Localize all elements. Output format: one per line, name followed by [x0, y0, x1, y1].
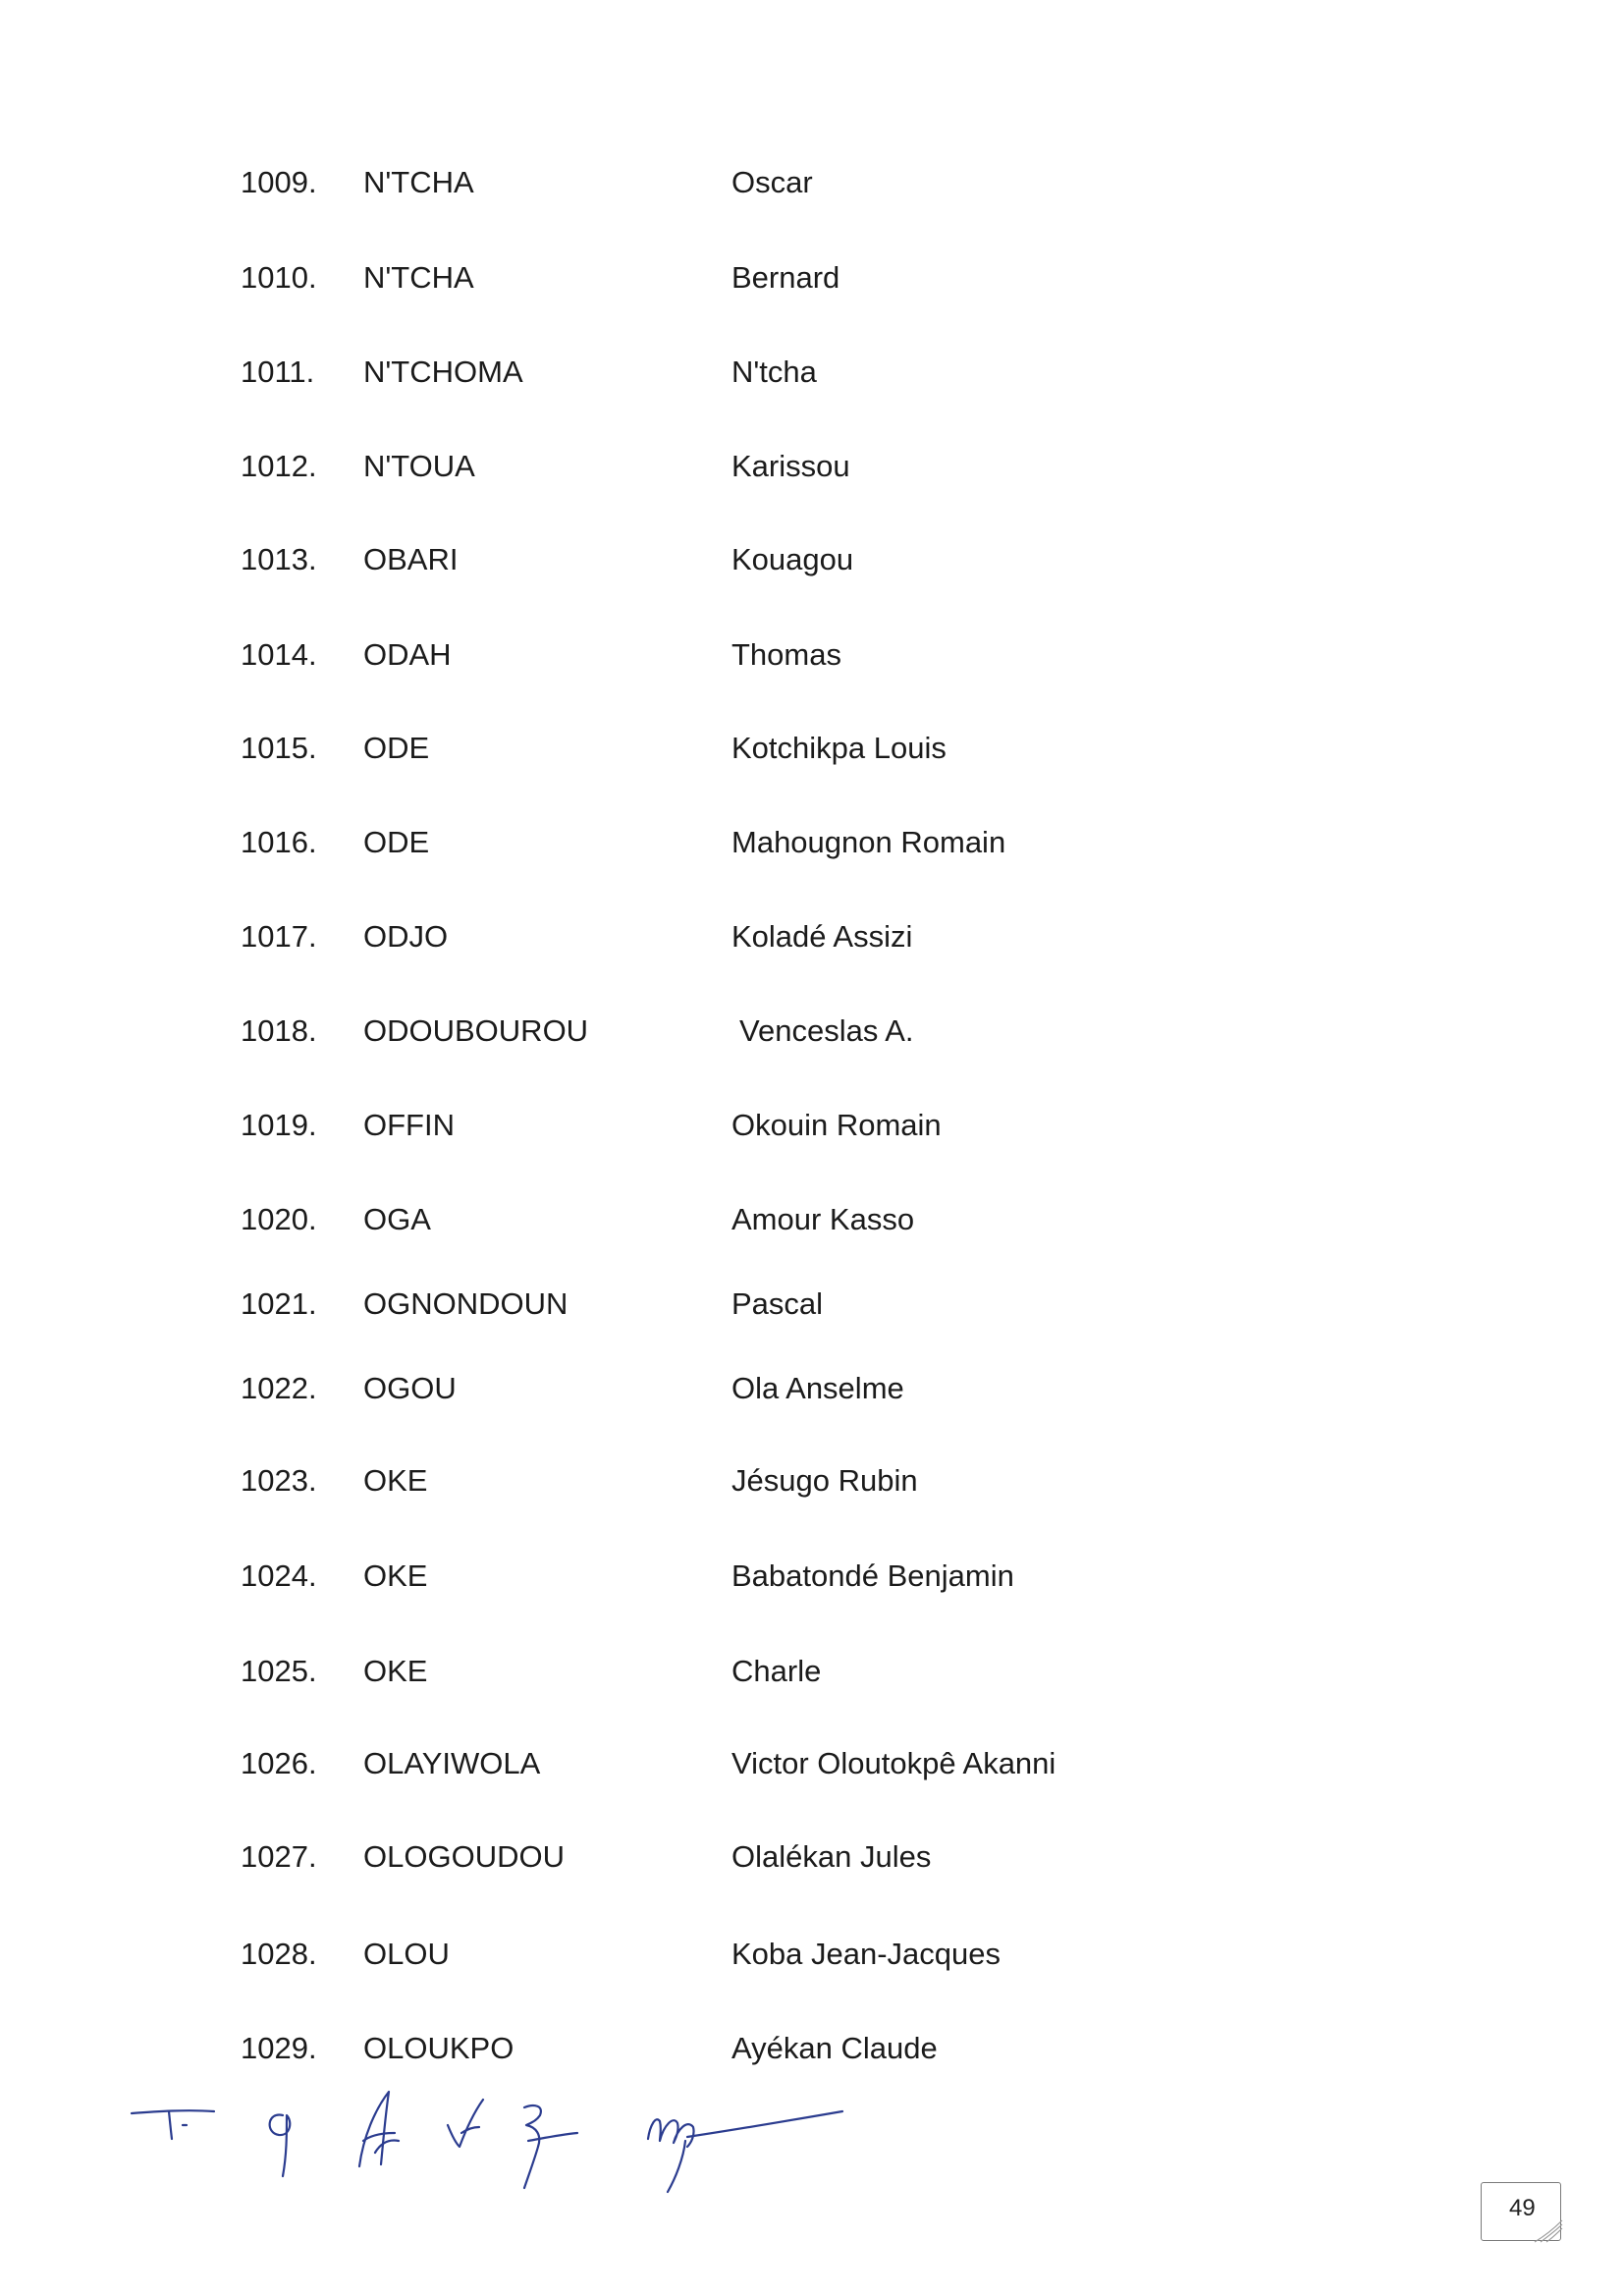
- list-item: [0, 1744, 1624, 1803]
- list-item: [0, 1011, 1624, 1070]
- entry-given-names: Kotchikpa Louis: [731, 731, 947, 765]
- list-item: [0, 1557, 1624, 1615]
- entry-number: 1016.: [241, 825, 317, 859]
- entry-number: 1010.: [241, 260, 317, 295]
- list-item: [0, 823, 1624, 882]
- entry-surname: OLOUKPO: [363, 2031, 514, 2065]
- entry-number: 1022.: [241, 1371, 317, 1405]
- entry-given-names: Olalékan Jules: [731, 1839, 932, 1874]
- entry-given-names: Charle: [731, 1654, 822, 1688]
- entry-given-names: Pascal: [731, 1286, 824, 1321]
- entry-given-names: Mahougnon Romain: [731, 825, 1006, 859]
- list-item: [0, 258, 1624, 317]
- entry-given-names: Babatondé Benjamin: [731, 1558, 1014, 1593]
- entry-number: 1029.: [241, 2031, 317, 2065]
- entry-given-names: Ola Anselme: [731, 1371, 904, 1405]
- entry-number: 1028.: [241, 1937, 317, 1971]
- entry-surname: N'TOUA: [363, 449, 475, 483]
- list-item: [0, 163, 1624, 222]
- entry-number: 1027.: [241, 1839, 317, 1874]
- list-item: [0, 729, 1624, 788]
- page-curl-icon: [1531, 2218, 1564, 2244]
- list-item: [0, 1652, 1624, 1711]
- entry-surname: ODAH: [363, 637, 452, 672]
- entry-number: 1024.: [241, 1558, 317, 1593]
- entry-surname: ODE: [363, 825, 430, 859]
- entry-number: 1023.: [241, 1463, 317, 1498]
- entry-surname: N'TCHOMA: [363, 355, 523, 389]
- entry-surname: OGOU: [363, 1371, 457, 1405]
- list-item: [0, 1106, 1624, 1165]
- entry-number: 1018.: [241, 1013, 317, 1048]
- list-item: [0, 353, 1624, 411]
- entry-surname: ODE: [363, 731, 430, 765]
- entry-given-names: Kouagou: [731, 542, 854, 576]
- entry-surname: OLOU: [363, 1937, 450, 1971]
- entry-given-names: Karissou: [731, 449, 850, 483]
- list-item: [0, 1935, 1624, 1994]
- entry-surname: OKE: [363, 1463, 428, 1498]
- entry-surname: ODJO: [363, 919, 449, 954]
- entry-given-names: Amour Kasso: [731, 1202, 915, 1236]
- entry-number: 1013.: [241, 542, 317, 576]
- list-item: [0, 1285, 1624, 1343]
- entry-number: 1020.: [241, 1202, 317, 1236]
- entry-surname: OKE: [363, 1558, 428, 1593]
- entry-surname: OKE: [363, 1654, 428, 1688]
- entry-given-names: Okouin Romain: [731, 1108, 942, 1142]
- entry-given-names: N'tcha: [731, 355, 817, 389]
- entry-given-names: Venceslas A.: [739, 1013, 914, 1048]
- entry-given-names: Koladé Assizi: [731, 919, 913, 954]
- entry-number: 1014.: [241, 637, 317, 672]
- entry-surname: OLAYIWOLA: [363, 1746, 541, 1780]
- entry-given-names: Ayékan Claude: [731, 2031, 938, 2065]
- entry-number: 1012.: [241, 449, 317, 483]
- entry-number: 1015.: [241, 731, 317, 765]
- entry-surname: N'TCHA: [363, 260, 474, 295]
- list-item: [0, 1837, 1624, 1896]
- entry-surname: OFFIN: [363, 1108, 455, 1142]
- entry-surname: N'TCHA: [363, 165, 474, 199]
- entry-surname: ODOUBOUROU: [363, 1013, 589, 1048]
- entry-surname: OBARI: [363, 542, 459, 576]
- list-item: [0, 1369, 1624, 1428]
- list-item: [0, 2029, 1624, 2088]
- page-number: 49: [1509, 2195, 1536, 2221]
- list-item: [0, 447, 1624, 506]
- entry-given-names: Jésugo Rubin: [731, 1463, 918, 1498]
- entry-number: 1026.: [241, 1746, 317, 1780]
- list-item: [0, 917, 1624, 976]
- entry-given-names: Oscar: [731, 165, 813, 199]
- list-item: [0, 540, 1624, 599]
- entry-given-names: Victor Oloutokpê Akanni: [731, 1746, 1056, 1780]
- entry-number: 1025.: [241, 1654, 317, 1688]
- entry-given-names: Thomas: [731, 637, 841, 672]
- handwritten-signatures-icon: [118, 2082, 884, 2200]
- entry-surname: OGNONDOUN: [363, 1286, 568, 1321]
- entry-number: 1011.: [241, 355, 315, 389]
- entry-number: 1009.: [241, 165, 317, 199]
- page-number-box: [1481, 2182, 1561, 2241]
- list-item: [0, 635, 1624, 694]
- list-item: [0, 1200, 1624, 1259]
- entry-number: 1021.: [241, 1286, 317, 1321]
- entry-given-names: Koba Jean-Jacques: [731, 1937, 1001, 1971]
- entry-surname: OGA: [363, 1202, 431, 1236]
- entry-surname: OLOGOUDOU: [363, 1839, 565, 1874]
- list-item: [0, 1461, 1624, 1520]
- entry-number: 1019.: [241, 1108, 317, 1142]
- entry-number: 1017.: [241, 919, 317, 954]
- entry-given-names: Bernard: [731, 260, 840, 295]
